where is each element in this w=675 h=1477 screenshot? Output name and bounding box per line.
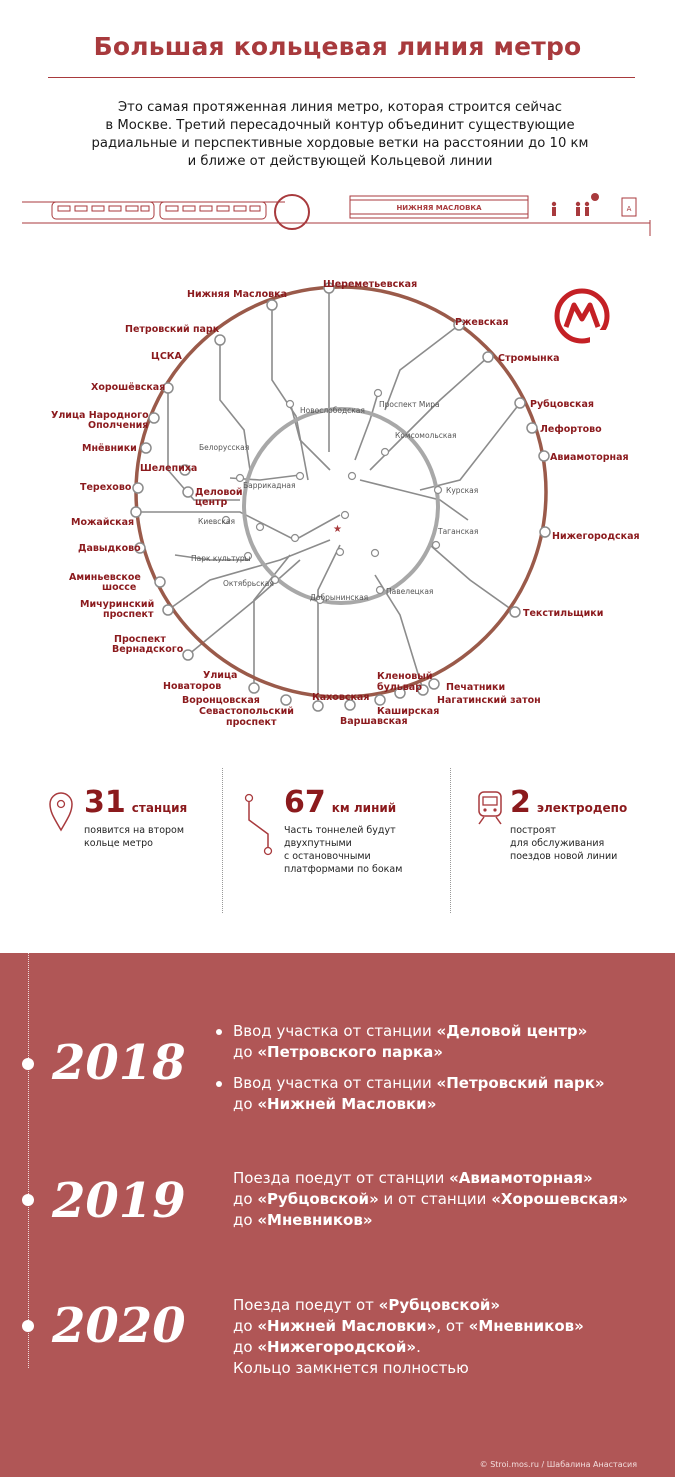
item-text: до (233, 1095, 258, 1113)
station-label: Шереметьевская (323, 279, 418, 290)
stat-desc-line: кольце метро (84, 838, 153, 849)
station-label: проспект (103, 609, 154, 620)
timeline-item (233, 1168, 653, 1231)
station-label: Проспект (114, 634, 166, 645)
station-label: Нижегородская (552, 531, 640, 542)
stat-desc-line: с остановочными (284, 851, 371, 862)
intro-line: в Москве. Третий пересадочный контур объединит существующие (105, 118, 575, 133)
item-text: до (233, 1338, 258, 1356)
stat-desc-line: платформами по бокам (284, 864, 403, 875)
item-station: «Мневников» (468, 1317, 584, 1335)
item-text: до (233, 1211, 258, 1229)
inner-station-labels (191, 400, 478, 602)
inner-station-label: Таганская (438, 527, 479, 536)
stat-description (284, 824, 402, 876)
timeline-line (28, 953, 29, 1368)
stat-desc-line: Часть тоннелей будут (284, 825, 396, 836)
item-text: Поезда поедут от (233, 1296, 379, 1314)
intro-line: Это самая протяженная линия метро, которая строится сейчас (117, 100, 563, 115)
item-text: Ввод участка от станции (233, 1074, 437, 1092)
station-label: Авиамоторная (550, 452, 629, 463)
stat-desc-line: построят (510, 825, 556, 836)
stat-number: 2 (510, 785, 531, 820)
station-label: шоссе (102, 582, 137, 593)
stat-divider (222, 768, 223, 913)
title-divider (48, 77, 635, 78)
metro-map (0, 262, 675, 742)
item-station: «Рубцовской» (257, 1190, 379, 1208)
item-text: Поезда поедут от станции (233, 1169, 450, 1187)
bullet-icon (216, 1029, 222, 1035)
inner-station-label: Проспект Мира (379, 400, 440, 409)
item-text: до (233, 1043, 258, 1061)
stat-unit: электродепо (536, 801, 628, 815)
inner-station-label: Парк культуры (191, 554, 251, 563)
radial-lines (136, 292, 520, 706)
timeline-dot (22, 1194, 34, 1206)
station-label: Мичуринский (80, 599, 155, 610)
bullet-icon (216, 1081, 222, 1087)
stat-number: 31 (84, 785, 126, 820)
stat-number: 67 (284, 785, 326, 820)
item-station: «Нижней Масловки» (257, 1317, 437, 1335)
train-car-1 (52, 202, 154, 219)
station-label: бульвар (377, 682, 423, 693)
inner-station-label: Комсомольская (395, 431, 457, 440)
station-label: Каховская (312, 692, 370, 703)
item-text: , от (436, 1317, 469, 1335)
station-label: Кленовый (377, 671, 433, 682)
intro-line: и ближе от действующей Кольцевой линии (187, 154, 493, 169)
station-label: Ржевская (455, 317, 509, 328)
item-text: . (416, 1338, 421, 1356)
inner-station-label: Баррикадная (243, 481, 296, 490)
item-station: «Деловой центр» (436, 1022, 588, 1040)
station-label: Хорошёвская (91, 382, 166, 393)
item-station: «Хорошевская» (491, 1190, 628, 1208)
train-icon (476, 790, 504, 826)
station-label: Рубцовская (530, 399, 594, 410)
station-label: Давыдково (78, 543, 141, 554)
inner-station-label: Белорусская (199, 443, 250, 452)
year-2018: 2018 (52, 1035, 186, 1091)
station-label: Терехово (80, 482, 132, 493)
station-label: Петровский парк (125, 324, 220, 335)
station-label: Нагатинский затон (437, 695, 541, 706)
item-text: Ввод участка от станции (233, 1022, 437, 1040)
tunnel-portal (275, 195, 309, 229)
item-station: «Рубцовской» (378, 1296, 501, 1314)
inner-station-label: Новослободская (300, 406, 365, 415)
stat-description (510, 824, 627, 863)
inner-station-label: Киевская (198, 517, 235, 526)
timeline-dot (22, 1058, 34, 1070)
platform-sign: НИЖНЯЯ МАСЛОВКА (396, 204, 482, 212)
item-station: «Петровский парк» (436, 1074, 605, 1092)
item-station: «Нижней Масловки» (257, 1095, 437, 1113)
station-label: Севастопольский (199, 706, 294, 717)
intro-line: радиальные и перспективные хордовые ветки на расстоянии до 10 км (91, 136, 589, 151)
stat-desc-line: для обслуживания (510, 838, 605, 849)
pin-icon (48, 790, 74, 832)
page-title: Большая кольцевая линия метро (93, 32, 582, 61)
timeline-item (233, 1021, 653, 1063)
station-label: Каширская (377, 706, 440, 717)
station-label: Воронцовская (182, 695, 260, 706)
train-illustration (0, 180, 675, 240)
station-label: Новаторов (163, 681, 222, 692)
year-2019: 2019 (52, 1173, 186, 1229)
station-label: Шелепиха (140, 463, 198, 474)
stat-desc-line: появится на втором (84, 825, 185, 836)
credit-text: © Stroi.mos.ru / Шабалина Анастасия (479, 1460, 637, 1469)
route-icon (244, 792, 278, 856)
item-text: Кольцо замкнется полностью (233, 1359, 469, 1377)
inner-station-markers (223, 390, 442, 604)
station-label: Аминьевское (69, 572, 141, 583)
timeline-item (233, 1073, 653, 1115)
timeline-panel (0, 953, 675, 1477)
item-station: «Петровского парка» (257, 1043, 443, 1061)
inner-station-label: Добрынинская (310, 593, 369, 602)
door-letter: А (626, 205, 632, 213)
stat-length (284, 785, 402, 876)
stat-desc-line: двухпутными (284, 838, 352, 849)
station-label: Ополчения (88, 420, 149, 431)
inner-station-label: Октябрьская (223, 579, 274, 588)
station-label: Мнёвники (82, 443, 137, 454)
center-star-icon: ★ (333, 524, 342, 535)
station-label: проспект (226, 717, 277, 728)
train-car-2 (160, 202, 266, 219)
inner-station-label: Павелецкая (386, 587, 434, 596)
timeline-item (233, 1295, 653, 1379)
station-label: Текстильщики (523, 608, 604, 619)
item-station: «Нижегородской» (257, 1338, 417, 1356)
stat-stations (84, 785, 187, 850)
station-label: Стромынка (498, 353, 560, 364)
stat-depots (510, 785, 627, 863)
station-label: Деловой (195, 487, 243, 498)
people-icon (552, 193, 599, 216)
stat-unit: станция (131, 801, 188, 815)
item-station: «Мневников» (257, 1211, 373, 1229)
item-station: «Авиамоторная» (449, 1169, 593, 1187)
station-label: Печатники (446, 682, 506, 693)
item-text: до (233, 1190, 258, 1208)
stat-description (84, 824, 187, 850)
metro-logo-icon (557, 291, 607, 346)
inner-station-label: Курская (446, 486, 479, 495)
station-label: Лефортово (540, 424, 602, 435)
ring-station-labels (51, 279, 640, 728)
item-text: и от станции (378, 1190, 492, 1208)
timeline-dot (22, 1320, 34, 1332)
station-label: Улица (203, 670, 238, 681)
station-label: Можайская (71, 517, 135, 528)
year-2020: 2020 (52, 1298, 186, 1354)
station-label: центр (195, 497, 228, 508)
stat-divider (450, 768, 451, 913)
stat-desc-line: поездов новой линии (510, 851, 618, 862)
station-label: ЦСКА (151, 351, 182, 362)
station-label: Варшавская (340, 716, 408, 727)
station-label: Улица Народного (51, 410, 149, 421)
station-label: Нижняя Масловка (187, 289, 287, 300)
station-label: Вернадского (112, 644, 184, 655)
intro-text (70, 99, 610, 171)
item-text: до (233, 1317, 258, 1335)
stat-unit: км линий (331, 801, 397, 815)
